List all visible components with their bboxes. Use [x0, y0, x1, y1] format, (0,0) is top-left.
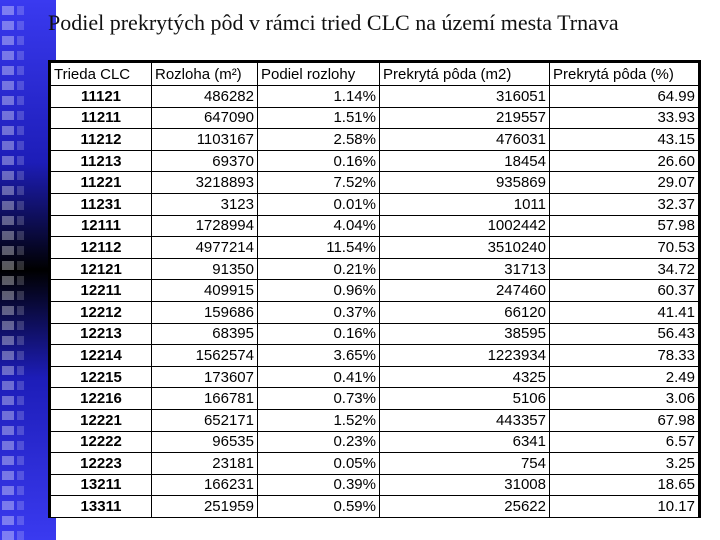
cell-area: 91350 [152, 258, 258, 280]
cell-area-share: 11.54% [258, 237, 380, 259]
cell-area: 3218893 [152, 172, 258, 194]
table-row [50, 301, 700, 323]
cell-area: 159686 [152, 301, 258, 323]
cell-sealed-soil-m2: 1223934 [380, 345, 550, 367]
table-row [50, 150, 700, 172]
cell-sealed-soil-m2: 31008 [380, 474, 550, 496]
cell-sealed-soil-pct: 78.33 [550, 345, 700, 367]
cell-sealed-soil-pct: 34.72 [550, 258, 700, 280]
cell-area: 251959 [152, 496, 258, 518]
cell-class: 11212 [50, 129, 152, 151]
cell-class: 12213 [50, 323, 152, 345]
cell-sealed-soil-pct: 56.43 [550, 323, 700, 345]
cell-class: 11231 [50, 193, 152, 215]
cell-area: 23181 [152, 453, 258, 475]
cell-area: 1728994 [152, 215, 258, 237]
cell-sealed-soil-pct: 26.60 [550, 150, 700, 172]
table-row [50, 474, 700, 496]
cell-sealed-soil-pct: 3.06 [550, 388, 700, 410]
cell-sealed-soil-pct: 18.65 [550, 474, 700, 496]
cell-area-share: 0.16% [258, 150, 380, 172]
cell-area: 1103167 [152, 129, 258, 151]
cell-area: 3123 [152, 193, 258, 215]
table-row [50, 129, 700, 151]
cell-sealed-soil-m2: 4325 [380, 366, 550, 388]
cell-sealed-soil-m2: 5106 [380, 388, 550, 410]
cell-class: 11221 [50, 172, 152, 194]
cell-area-share: 0.39% [258, 474, 380, 496]
column-header-sealed-soil-pct: Prekrytá pôda (%) [550, 62, 700, 86]
cell-sealed-soil-m2: 66120 [380, 301, 550, 323]
cell-class: 13311 [50, 496, 152, 518]
cell-sealed-soil-pct: 57.98 [550, 215, 700, 237]
cell-area-share: 0.01% [258, 193, 380, 215]
cell-area-share: 0.41% [258, 366, 380, 388]
cell-class: 12212 [50, 301, 152, 323]
column-header-area-share: Podiel rozlohy [258, 62, 380, 86]
cell-area: 652171 [152, 409, 258, 431]
table-row [50, 453, 700, 475]
table-row [50, 496, 700, 518]
table-row [50, 107, 700, 129]
cell-sealed-soil-m2: 3510240 [380, 237, 550, 259]
cell-sealed-soil-pct: 10.17 [550, 496, 700, 518]
cell-area-share: 0.23% [258, 431, 380, 453]
cell-class: 11213 [50, 150, 152, 172]
cell-sealed-soil-pct: 2.49 [550, 366, 700, 388]
column-header-sealed-soil-m2: Prekrytá pôda (m2) [380, 62, 550, 86]
cell-area-share: 1.52% [258, 409, 380, 431]
cell-sealed-soil-pct: 64.99 [550, 86, 700, 108]
slide-title: Podiel prekrytých pôd v rámci tried CLC na území mesta Trnava [48, 10, 619, 35]
cell-sealed-soil-m2: 316051 [380, 86, 550, 108]
cell-sealed-soil-m2: 247460 [380, 280, 550, 302]
cell-area-share: 0.59% [258, 496, 380, 518]
sidebar-square-pattern [2, 6, 14, 540]
cell-class: 12216 [50, 388, 152, 410]
cell-area-share: 0.05% [258, 453, 380, 475]
cell-area: 409915 [152, 280, 258, 302]
cell-area-share: 0.37% [258, 301, 380, 323]
cell-sealed-soil-m2: 1011 [380, 193, 550, 215]
cell-class: 13211 [50, 474, 152, 496]
cell-class: 12214 [50, 345, 152, 367]
cell-area-share: 0.73% [258, 388, 380, 410]
cell-class: 12221 [50, 409, 152, 431]
cell-area: 1562574 [152, 345, 258, 367]
cell-area: 486282 [152, 86, 258, 108]
cell-sealed-soil-m2: 935869 [380, 172, 550, 194]
cell-area: 166231 [152, 474, 258, 496]
table-row [50, 86, 700, 108]
cell-area-share: 0.16% [258, 323, 380, 345]
cell-sealed-soil-m2: 754 [380, 453, 550, 475]
cell-sealed-soil-pct: 70.53 [550, 237, 700, 259]
cell-area: 647090 [152, 107, 258, 129]
table-header-row [50, 62, 700, 86]
cell-sealed-soil-pct: 3.25 [550, 453, 700, 475]
table-row [50, 258, 700, 280]
cell-area-share: 4.04% [258, 215, 380, 237]
table-row [50, 172, 700, 194]
cell-sealed-soil-pct: 29.07 [550, 172, 700, 194]
cell-class: 12121 [50, 258, 152, 280]
cell-area: 166781 [152, 388, 258, 410]
cell-sealed-soil-m2: 443357 [380, 409, 550, 431]
cell-area: 68395 [152, 323, 258, 345]
table-row [50, 237, 700, 259]
cell-sealed-soil-pct: 60.37 [550, 280, 700, 302]
cell-class: 12222 [50, 431, 152, 453]
table-row [50, 431, 700, 453]
column-header-area: Rozloha (m²) [152, 62, 258, 86]
cell-sealed-soil-m2: 1002442 [380, 215, 550, 237]
cell-class: 11211 [50, 107, 152, 129]
cell-class: 12111 [50, 215, 152, 237]
cell-sealed-soil-m2: 476031 [380, 129, 550, 151]
cell-area: 4977214 [152, 237, 258, 259]
sidebar-square-pattern-inner [17, 6, 24, 540]
cell-class: 12215 [50, 366, 152, 388]
cell-area-share: 1.51% [258, 107, 380, 129]
cell-class: 12112 [50, 237, 152, 259]
cell-sealed-soil-pct: 41.41 [550, 301, 700, 323]
cell-sealed-soil-m2: 31713 [380, 258, 550, 280]
cell-sealed-soil-m2: 18454 [380, 150, 550, 172]
cell-area: 96535 [152, 431, 258, 453]
table-row [50, 345, 700, 367]
cell-area-share: 2.58% [258, 129, 380, 151]
cell-sealed-soil-m2: 219557 [380, 107, 550, 129]
column-header-class: Trieda CLC [50, 62, 152, 86]
cell-area: 173607 [152, 366, 258, 388]
cell-area: 69370 [152, 150, 258, 172]
cell-area-share: 1.14% [258, 86, 380, 108]
cell-sealed-soil-m2: 38595 [380, 323, 550, 345]
table-row [50, 409, 700, 431]
cell-area-share: 0.96% [258, 280, 380, 302]
cell-sealed-soil-pct: 32.37 [550, 193, 700, 215]
table-row [50, 388, 700, 410]
cell-sealed-soil-m2: 6341 [380, 431, 550, 453]
table-row [50, 323, 700, 345]
cell-sealed-soil-pct: 43.15 [550, 129, 700, 151]
table-row [50, 193, 700, 215]
table-row [50, 215, 700, 237]
cell-sealed-soil-pct: 33.93 [550, 107, 700, 129]
table-row [50, 366, 700, 388]
cell-area-share: 7.52% [258, 172, 380, 194]
clc-data-table [48, 60, 701, 518]
cell-sealed-soil-m2: 25622 [380, 496, 550, 518]
cell-area-share: 3.65% [258, 345, 380, 367]
cell-class: 12211 [50, 280, 152, 302]
table-row [50, 280, 700, 302]
cell-area-share: 0.21% [258, 258, 380, 280]
cell-sealed-soil-pct: 67.98 [550, 409, 700, 431]
cell-class: 12223 [50, 453, 152, 475]
cell-class: 11121 [50, 86, 152, 108]
cell-sealed-soil-pct: 6.57 [550, 431, 700, 453]
